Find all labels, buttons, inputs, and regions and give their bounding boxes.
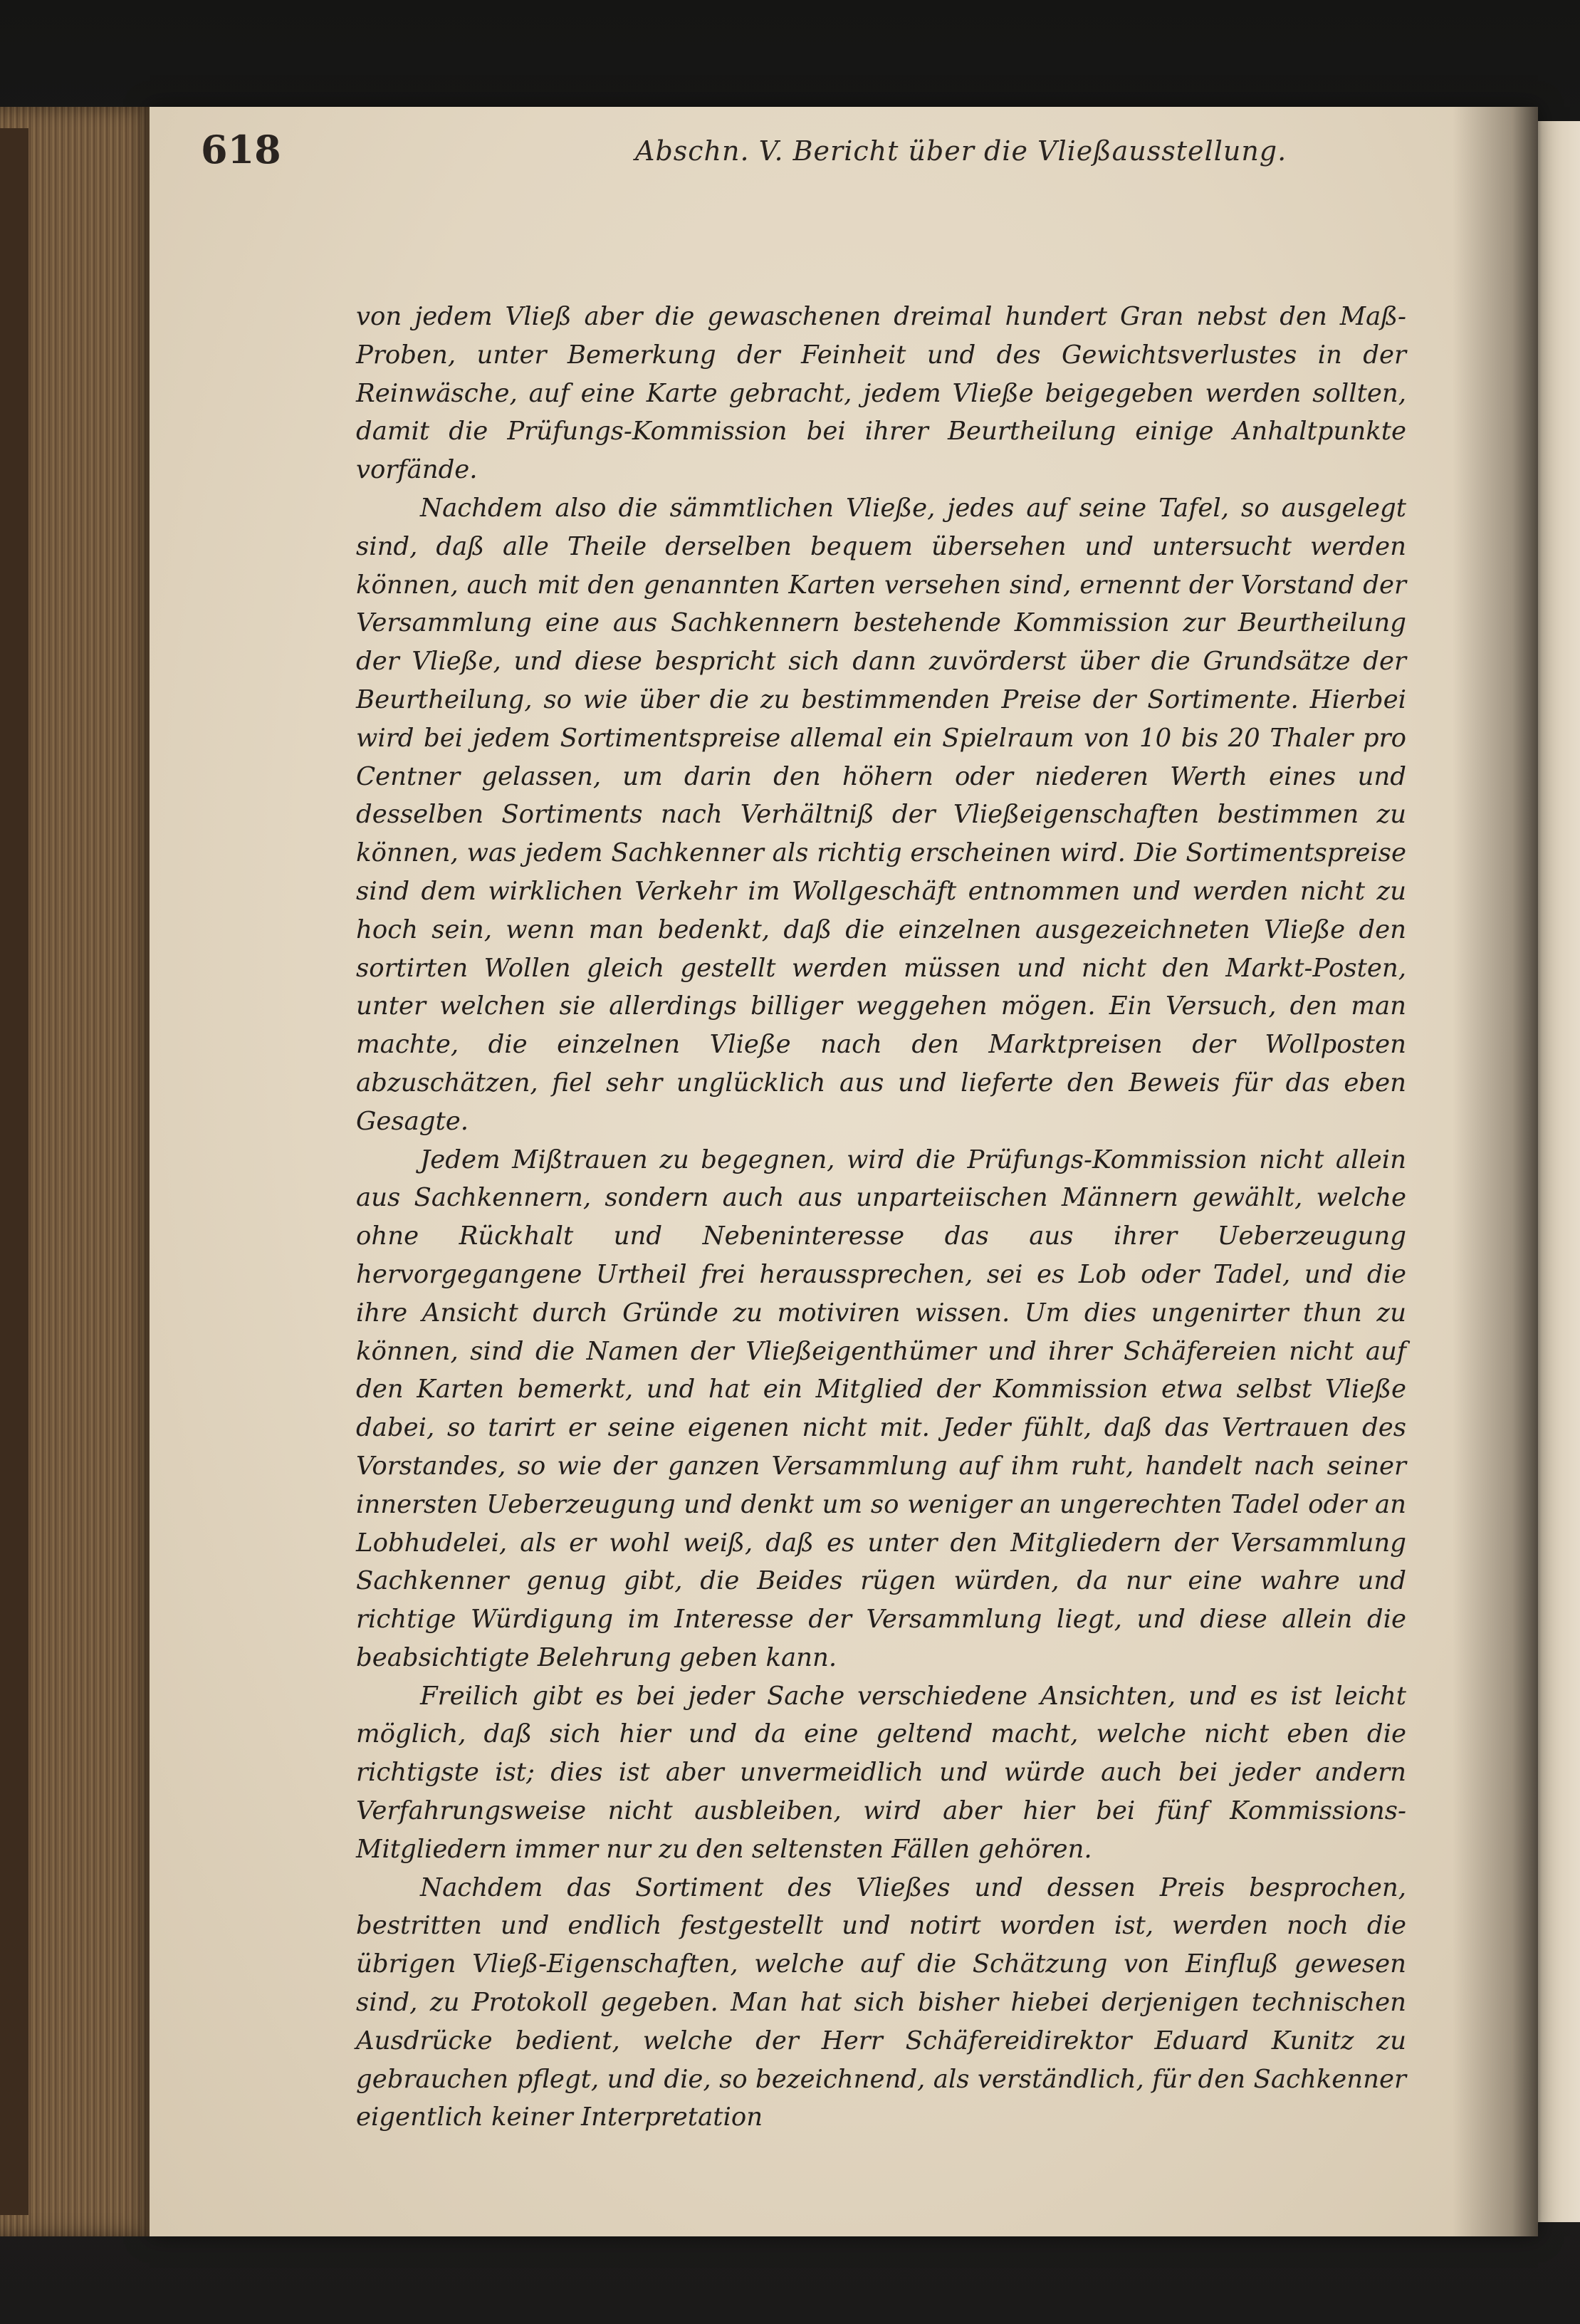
gutter-shadow [1453, 107, 1538, 2236]
paragraph: von jedem Vließ aber die gewaschenen dreimal hundert Gran nebst den Maß-Proben, unter Bemerkung der Feinheit und des Gewichtsverlustes in der Reinwäsche, auf eine Karte gebracht, jedem Vließe beigegeben werden sollten, damit die Prüfungs-Kommission bei ihrer Beurtheilung einige Anhaltpunkte vorfände. [356, 302, 1406, 485]
paragraph: Nachdem das Sortiment des Vließes und dessen Preis besprochen, bestritten und endlich festgestellt und notirt worden ist, werden noch die übrigen Vließ-Eigenschaften, welche auf die Schätzung von Einfluß gewesen sind, zu Protokoll gegeben. Man hat sich bisher hiebei derjenigen technischen Ausdrücke bedient, welche der Herr Schäfereidirektor Eduard Kunitz zu gebrauchen pflegt, und die, so bezeichnend, als verständlich, für den Sachkenner eigentlich keiner Interpretation [356, 1872, 1406, 2132]
page-number: 618 [201, 127, 281, 172]
paragraph: Freilich gibt es bei jeder Sache verschiedene Ansichten, und es ist leicht möglich, daß sich hier und da eine geltend macht, welche nicht eben die richtigste ist; dies ist aber unvermeidlich und würde auch bei jeder andern Verfahrungsweise nicht ausbleiben, wird aber hier bei fünf Kommissions-Mitgliedern immer nur zu den seltensten Fällen gehören. [356, 1681, 1406, 1864]
paragraph: Jedem Mißtrauen zu begegnen, wird die Prüfungs-Kommission nicht allein aus Sachkennern, sondern auch aus unparteiischen Männern gewählt, welche ohne Rückhalt und Nebeninteresse das aus ihrer Ueberzeugung hervorgegangene Urtheil frei heraussprechen, sei es Lob oder Tadel, und die ihre Ansicht durch Gründe zu motiviren wissen. Um dies ungenirter thun zu können, sind die Namen der Vließeigenthümer und ihrer Schäfereien nicht auf den Karten bemerkt, und hat ein Mitglied der Kommission etwa selbst Vließe dabei, so tarirt er seine eigenen nicht mit. Jeder fühlt, daß das Vertrauen des Vorstandes, so wie der ganzen Versammlung auf ihm ruht, handelt nach seiner innersten Ueberzeugung und denkt um so weniger an ungerechten Tadel oder an Lobhudelei, als er wohl weiß, daß es unter den Mitgliedern der Versammlung Sachkenner genug gibt, die Beides rügen würden, da nur eine wahre und richtige Würdigung im Interesse der Versammlung liegt, und diese allein die beabsichtigte Belehrung geben kann. [356, 1145, 1406, 1672]
book-binding [0, 128, 28, 2215]
running-title: Abschn. V. Bericht über die Vließausstellung. [635, 135, 1287, 167]
running-head [201, 121, 1411, 178]
paragraph: Nachdem also die sämmtlichen Vließe, jedes auf seine Tafel, so ausgelegt sind, daß alle Theile derselben bequem übersehen und untersucht werden können, auch mit den genannten Karten versehen sind, ernennt der Vorstand der Versammlung eine aus Sachkennern bestehende Kommission zur Beurtheilung der Vließe, und diese bespricht sich dann zuvörderst über die Grundsätze der Beurtheilung, so wie über die zu bestimmenden Preise der Sortimente. Hierbei wird bei jedem Sortimentspreise allemal ein Spielraum von 10 bis 20 Thaler pro Centner gelassen, um darin den höhern oder niederen Werth eines und desselben Sortiments nach Verhältniß der Vließeigenschaften bestimmen zu können, was jedem Sachkenner als richtig erscheinen wird. Die Sortimentspreise sind dem wirklichen Verkehr im Wollgeschäft entnommen und werden nicht zu hoch sein, wenn man bedenkt, daß die einzelnen ausgezeichneten Vließe den sortirten Wollen gleich gestellt werden müssen und nicht den Markt-Posten, unter welchen sie allerdings billiger weggehen mögen. Ein Versuch, den man machte, die einzelnen Vließe nach den Marktpreisen der Wollposten abzuschätzen, fiel sehr unglücklich aus und lieferte den Beweis für das eben Gesagte. [356, 493, 1406, 1136]
body-text [356, 298, 1406, 2137]
